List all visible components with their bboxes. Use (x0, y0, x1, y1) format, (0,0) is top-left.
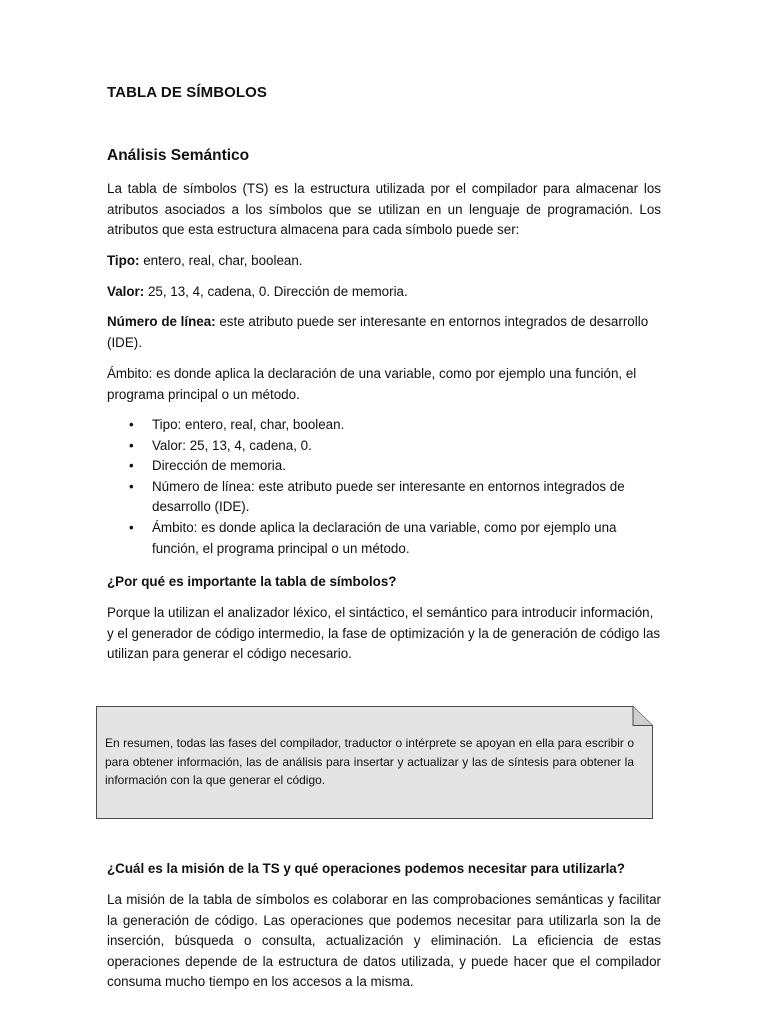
ambito-paragraph: Ámbito: es donde aplica la declaración de una variable, como por ejemplo una función, el programa principal o un método. (107, 366, 637, 402)
bullet-marker: • (129, 478, 134, 494)
bullet-marker: • (129, 437, 134, 453)
question-heading-mission: ¿Cuál es la misión de la TS y qué operaciones podemos necesitar para utilizarla? (107, 861, 625, 876)
attribute-text: este atributo puede ser interesante en entornos integrados de desarrollo (IDE). (107, 314, 649, 350)
answer-paragraph-importance: Porque la utilizan el analizador léxico, el sintáctico, el semántico para introducir información, y el generador de código intermedio, la fase de optimización y la de generación de código las utilizan para generar el código necesario. (107, 605, 661, 662)
answer-paragraph-mission: La misión de la tabla de símbolos es colaborar en las comprobaciones semánticas y facilitar la generación de código. Las operaciones que podemos necesitar para utilizarla son la de inserción, búsqueda o consulta, actualización y eliminación. La eficiencia de estas operaciones depende de la estructura de datos utilizada, y puede hacer que el compilador consuma mucho tiempo en los accesos a la misma. (107, 892, 661, 990)
list-item (107, 436, 661, 457)
document-title: TABLA DE SÍMBOLOS (107, 84, 268, 101)
list-item (107, 415, 661, 436)
bullet-marker: • (129, 458, 134, 474)
question-heading-importance: ¿Por qué es importante la tabla de símbolos? (107, 574, 397, 589)
attribute-label: Tipo: (107, 253, 140, 268)
list-item-text: Número de línea: este atributo puede ser interesante en entornos integrados de desarrollo (IDE). (152, 478, 625, 515)
list-item (107, 456, 661, 477)
attribute-valor (107, 282, 661, 303)
callout-text: En resumen, todas las fases del compilador, traductor o intérprete se apoyan en ella para escribir o para obtener información, las de análisis para insertar y actualizar y las de síntesis para obtener la información con la que generar el código. (105, 736, 634, 788)
list-item-text: Valor: 25, 13, 4, cadena, 0. (152, 437, 312, 453)
attribute-bullet-list (107, 415, 661, 559)
section-heading: Análisis Semántico (107, 147, 250, 164)
attribute-label: Número de línea: (107, 314, 216, 329)
attribute-text: 25, 13, 4, cadena, 0. Dirección de memoria. (144, 284, 408, 299)
intro-paragraph: La tabla de símbolos (TS) es la estructura utilizada por el compilador para almacenar los atributos asociados a los símbolos que se utilizan en un lenguaje de programación. Los atributos que esta estructura almacena para cada símbolo puede ser: (107, 181, 661, 238)
list-item (107, 518, 661, 559)
list-item-text: Tipo: entero, real, char, boolean. (152, 417, 345, 432)
list-item-text: Dirección de memoria. (152, 458, 286, 474)
summary-callout-box (96, 706, 653, 819)
list-item (107, 477, 661, 518)
bullet-marker: • (129, 519, 134, 535)
bullet-marker: • (129, 417, 134, 432)
attribute-numero-linea (107, 312, 661, 353)
attribute-tipo (107, 251, 661, 272)
attribute-text: entero, real, char, boolean. (139, 253, 303, 268)
list-item-text: Ámbito: es donde aplica la declaración de una variable, como por ejemplo una función, el programa principal o un método. (152, 519, 617, 556)
attribute-label: Valor: (107, 284, 145, 299)
